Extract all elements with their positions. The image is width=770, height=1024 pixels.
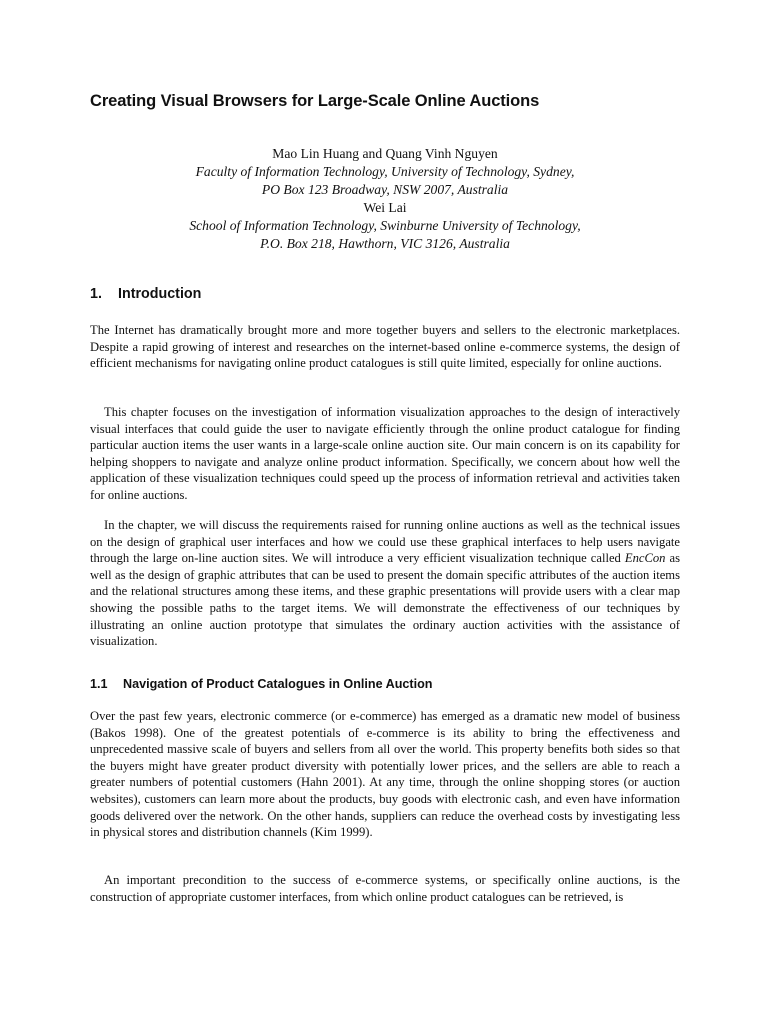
section-heading-introduction (90, 286, 201, 302)
intro-paragraph-2: This chapter focuses on the investigation of information visualization approaches to the design of interactively visual interfaces that could guide the user to navigate efficiently through the online product catalogue for finding particular auction items the user wants in a large-scale online auction site. Our main concern is on its capability for helping shoppers to navigate and analyze online product information. Specifically, we concern about how well the application of these visualization techniques could speed up the process of information retrieval and activities taken for online auctions. (90, 405, 680, 502)
section-number: 1. (90, 286, 102, 302)
affiliation-2-line-2: P.O. Box 218, Hawthorn, VIC 3126, Australia (260, 236, 510, 251)
subsection-number: 1.1 (90, 677, 108, 691)
intro-paragraph-3 (90, 517, 680, 650)
affiliation-2-line-1: School of Information Technology, Swinburne University of Technology, (189, 218, 581, 233)
subsection-heading-navigation (90, 677, 433, 691)
author-names-2: Wei Lai (363, 200, 407, 215)
author-block (0, 145, 770, 253)
subsection-paragraph-2: An important precondition to the success of e-commerce systems, or specifically online auctions, is the construction of appropriate customer interfaces, from which online product catalogues can be retrieved, is (90, 873, 680, 904)
author-names-1: Mao Lin Huang and Quang Vinh Nguyen (272, 146, 498, 161)
section-title: Introduction (118, 286, 202, 302)
intro-paragraph-3-part-a: In the chapter, we will discuss the requirements raised for running online auctions as well as the technical issues on the design of graphical user interfaces and how we could use these graphical interfaces to help users navigate through the large on-line auction sites. We will introduce a very efficient visualization technique called (90, 518, 680, 566)
enccon-term: EncCon (624, 551, 666, 566)
intro-paragraph-3-part-b: as well as the design of graphic attributes that can be used to present the domain specific attributes of the auction items and the relational structures among these items, and these graphic presentations will provide users with a clear map showing the possible paths to the target items. We will demonstrate the effectiveness of our techniques by illustrating an online auction prototype that simulates the ordinary auction activities with the assistance of visualization. (90, 551, 681, 649)
affiliation-1-line-1: Faculty of Information Technology, University of Technology, Sydney, (195, 164, 575, 179)
paper-title: Creating Visual Browsers for Large-Scale Online Auctions (90, 92, 540, 110)
subsection-title: Navigation of Product Catalogues in Online Auction (123, 677, 433, 691)
intro-paragraph-1: The Internet has dramatically brought more and more together buyers and sellers to the electronic marketplaces. Despite a rapid growing of interest and researches on the internet-based online e-commerce systems, the design of efficient mechanisms for navigating online product catalogues is still quite limited, especially for online auctions. (90, 323, 680, 371)
affiliation-1-line-2: PO Box 123 Broadway, NSW 2007, Australia (261, 182, 509, 197)
subsection-paragraph-1: Over the past few years, electronic commerce (or e-commerce) has emerged as a dramatic new model of business (Bakos 1998). One of the greatest potentials of e-commerce is its ability to bring the effectiveness and unprecedented massive scale of buyers and sellers from all over the world. This property benefits both sides so that the buyers might have greater product diversity with potentially lower prices, and the sellers are able to reach a greater numbers of potential customers (Hahn 2001). At any time, through the online shopping stores (or auction websites), customers can learn more about the products, buy goods with electronic cash, and even have information goods delivered over the network. On the other hands, suppliers can reduce the overhead costs by investigating less in physical stores and distribution channels (Kim 1999). (90, 709, 680, 840)
